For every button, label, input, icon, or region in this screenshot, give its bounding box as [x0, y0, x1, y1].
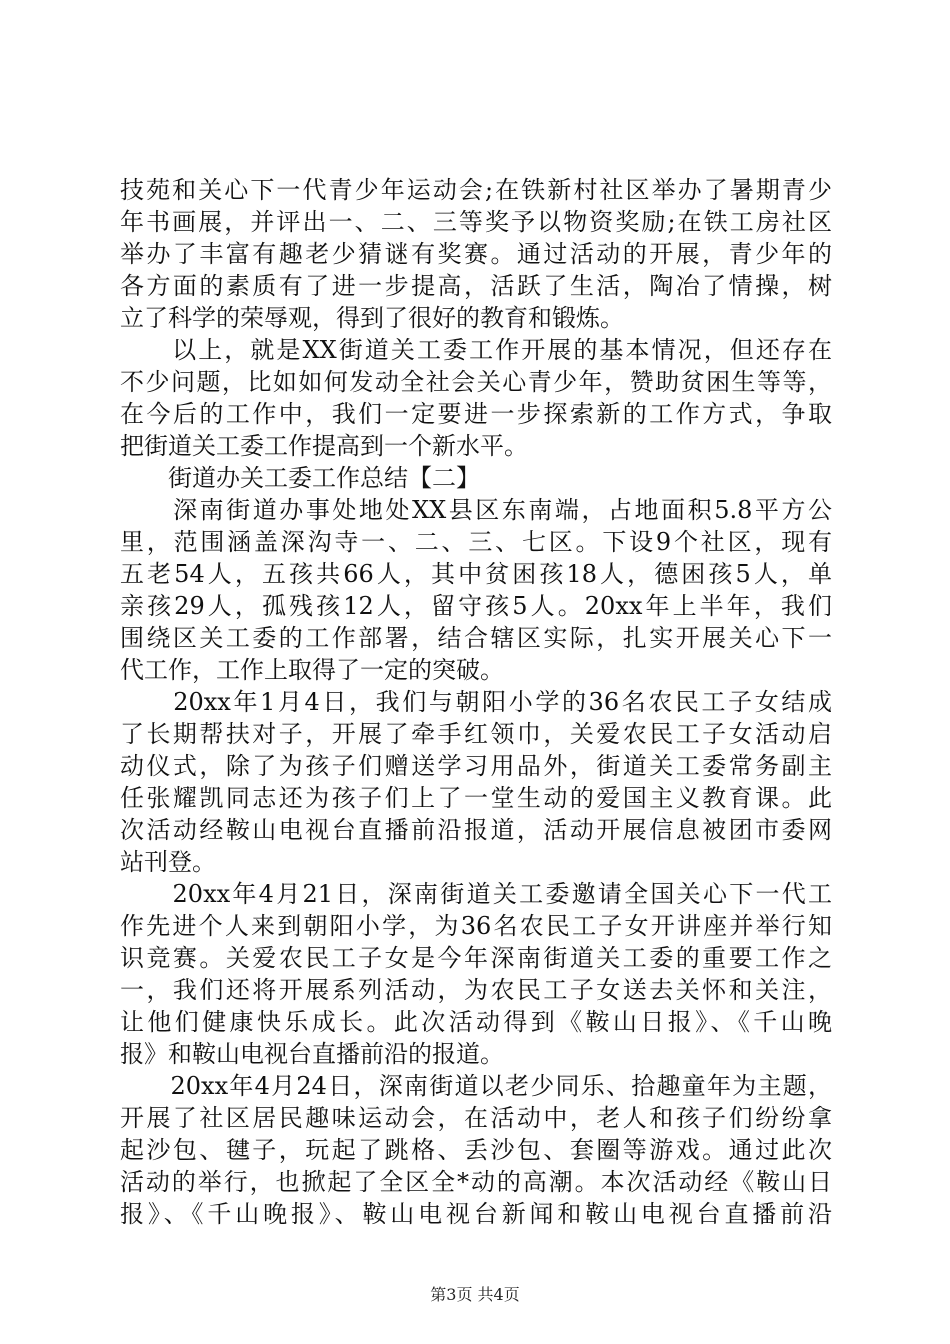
text-line: 20xx年4月21日，深南街道关工委邀请全国关心下一代工 — [120, 880, 832, 908]
text-line: 亲孩29人，孤残孩12人，留守孩5人。20xx年上半年，我们 — [120, 592, 832, 620]
text-line: 里，范围涵盖深沟寺一、二、三、七区。下设9个社区，现有 — [120, 528, 832, 556]
text-line: 把街道关工委工作提高到一个新水平。 — [120, 432, 528, 460]
text-line: 任张耀凯同志还为孩子们上了一堂生动的爱国主义教育课。此 — [120, 784, 832, 812]
text-line: 开展了社区居民趣味运动会，在活动中，老人和孩子们纷纷拿 — [120, 1104, 832, 1132]
text-line: 报》和鞍山电视台直播前沿的报道。 — [120, 1040, 504, 1068]
text-line: 围绕区关工委的工作部署，结合辖区实际，扎实开展关心下一 — [120, 624, 832, 652]
text-line: 不少问题，比如如何发动全社会关心青少年，赞助贫困生等等， — [120, 368, 832, 396]
text-line: 各方面的素质有了进一步提高，活跃了生活，陶冶了情操，树 — [120, 272, 832, 300]
text-line: 次活动经鞍山电视台直播前沿报道，活动开展信息被团市委网 — [120, 816, 832, 844]
text-line: 动仪式，除了为孩子们赠送学习用品外，街道关工委常务副主 — [120, 752, 832, 780]
text-line: 五老54人，五孩共66人，其中贫困孩18人，德困孩5人，单 — [120, 560, 832, 588]
text-line: 以上，就是XX街道关工委工作开展的基本情况，但还存在 — [120, 336, 832, 364]
text-line: 活动的举行，也掀起了全区全*动的高潮。本次活动经《鞍山日 — [120, 1168, 832, 1196]
text-line: 深南街道办事处地处XX县区东南端，占地面积5.8平方公 — [120, 496, 832, 524]
text-line: 站刊登。 — [120, 848, 216, 876]
text-line: 起沙包、毽子，玩起了跳格、丢沙包、套圈等游戏。通过此次 — [120, 1136, 832, 1164]
text-line: 年书画展，并评出一、二、三等奖予以物资奖励;在铁工房社区 — [120, 208, 832, 236]
text-line: 20xx年1月4日，我们与朝阳小学的36名农民工子女结成 — [120, 688, 832, 716]
text-line: 技苑和关心下一代青少年运动会;在铁新村社区举办了暑期青少 — [120, 176, 832, 204]
text-line: 街道办关工委工作总结【二】 — [120, 464, 480, 492]
text-line: 在今后的工作中，我们一定要进一步探索新的工作方式，争取 — [120, 400, 832, 428]
text-line: 代工作，工作上取得了一定的突破。 — [120, 656, 504, 684]
text-line: 作先进个人来到朝阳小学，为36名农民工子女开讲座并举行知 — [120, 912, 832, 940]
text-line: 报》、《千山晚报》、鞍山电视台新闻和鞍山电视台直播前沿 — [120, 1200, 832, 1228]
document-body — [120, 174, 832, 1230]
text-line: 一，我们还将开展系列活动，为农民工子女送去关怀和关注， — [120, 976, 832, 1004]
text-line: 了长期帮扶对子，开展了牵手红领巾，关爱农民工子女活动启 — [120, 720, 832, 748]
text-line: 让他们健康快乐成长。此次活动得到《鞍山日报》、《千山晚 — [120, 1008, 832, 1036]
text-line: 立了科学的荣辱观，得到了很好的教育和锻炼。 — [120, 304, 624, 332]
text-line: 举办了丰富有趣老少猜谜有奖赛。通过活动的开展，青少年的 — [120, 240, 832, 268]
text-line: 20xx年4月24日，深南街道以老少同乐、拾趣童年为主题， — [120, 1072, 832, 1100]
page-footer: 第3页 共4页 — [430, 1285, 520, 1304]
text-line: 识竞赛。关爱农民工子女是今年深南街道关工委的重要工作之 — [120, 944, 832, 972]
